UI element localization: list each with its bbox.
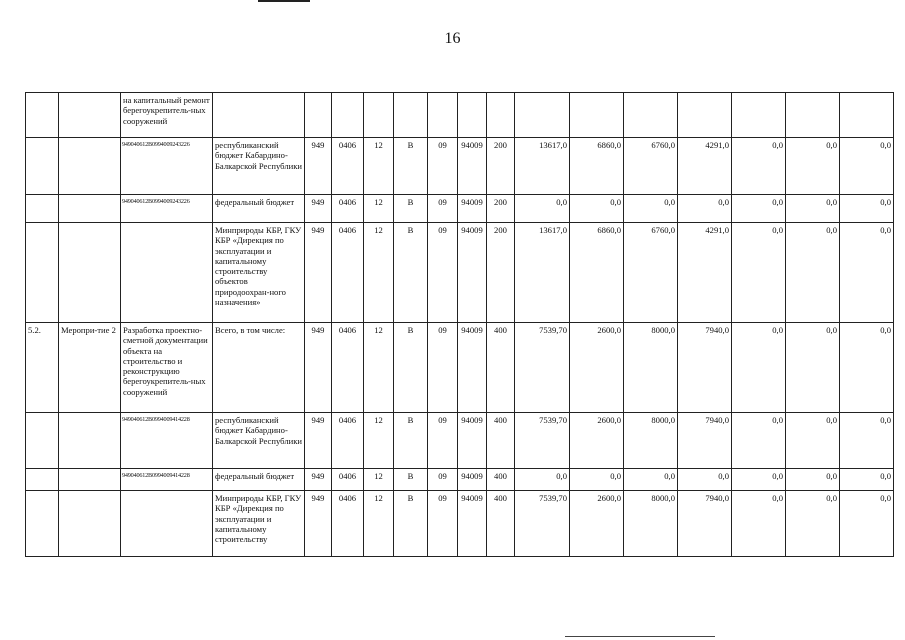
value-year-3: 6760,0 [624,223,678,323]
funding-source-cell [213,138,305,195]
row-description [121,138,213,195]
row-number [26,491,59,557]
funding-source-cell [213,323,305,413]
value-year-4: 4291,0 [678,223,732,323]
funding-source-label: федеральный бюджет [215,471,295,481]
row-description [121,413,213,469]
bottom-rule [565,636,715,637]
code-subprogram: В [394,323,428,413]
value-year-2: 2600,0 [570,491,624,557]
value-year-5: 0,0 [732,138,786,195]
code-rzpr: 0406 [332,413,364,469]
code-program: 12 [364,469,394,491]
value-year-3: 0,0 [624,469,678,491]
code-main-event: 09 [428,195,458,223]
row-description [121,223,213,323]
value-year-2: 0,0 [570,469,624,491]
code-direction: 94009 [458,223,487,323]
code-direction [458,93,487,138]
row-description [121,469,213,491]
code-program: 12 [364,323,394,413]
code-direction: 94009 [458,469,487,491]
row-description [121,491,213,557]
code-vr: 400 [487,413,515,469]
code-rzpr: 0406 [332,195,364,223]
value-year-6 [786,93,840,138]
value-year-6: 0,0 [786,469,840,491]
value-year-5: 0,0 [732,323,786,413]
code-direction: 94009 [458,491,487,557]
code-program: 12 [364,195,394,223]
table-row [26,491,905,557]
code-main-event: 09 [428,138,458,195]
code-rzpr: 0406 [332,323,364,413]
code-rzpr: 0406 [332,491,364,557]
funding-source-cell [213,469,305,491]
funding-source-cell [213,223,305,323]
code-grbs: 949 [305,491,332,557]
value-year-6: 0,0 [786,413,840,469]
value-year-7: 0,0 [840,413,894,469]
code-direction: 94009 [458,323,487,413]
table-row [26,138,905,195]
table-row [26,413,905,469]
value-year-5: 0,0 [732,413,786,469]
row-number [26,223,59,323]
code-vr: 200 [487,223,515,323]
row-kind [59,93,121,138]
code-subprogram: В [394,138,428,195]
code-grbs: 949 [305,138,332,195]
value-year-6: 0,0 [786,323,840,413]
row-kind [59,195,121,223]
budget-code: 949040612В0994009414228 [122,472,190,479]
code-vr [487,93,515,138]
value-year-3: 8000,0 [624,491,678,557]
value-year-6: 0,0 [786,491,840,557]
value-year-6: 0,0 [786,195,840,223]
value-year-6: 0,0 [786,138,840,195]
row-kind [59,413,121,469]
funding-source-label: федеральный бюджет [215,197,295,207]
value-year-2: 6860,0 [570,138,624,195]
code-subprogram: В [394,223,428,323]
row-number [26,93,59,138]
value-year-2: 2600,0 [570,323,624,413]
value-year-1: 7539,70 [515,323,570,413]
value-year-2: 2600,0 [570,413,624,469]
value-year-7: 0,0 [840,323,894,413]
value-year-6: 0,0 [786,223,840,323]
code-vr: 400 [487,323,515,413]
row-kind [59,491,121,557]
code-rzpr: 0406 [332,469,364,491]
code-program: 12 [364,223,394,323]
value-year-2 [570,93,624,138]
budget-code: 949040612В0994009414228 [122,416,190,423]
row-number [26,413,59,469]
budget-table [25,92,905,557]
funding-source-label: Всего, в том числе: [215,325,286,335]
code-grbs: 949 [305,223,332,323]
page-number: 16 [444,30,461,47]
value-year-7: 0,0 [840,491,894,557]
funding-source-label: республиканский бюджет Кабардино-Балкарской Республики [215,415,302,446]
code-rzpr [332,93,364,138]
value-year-3: 0,0 [624,195,678,223]
row-number [26,469,59,491]
top-rule [258,0,310,2]
code-subprogram: В [394,195,428,223]
funding-source-cell [213,195,305,223]
code-rzpr: 0406 [332,138,364,195]
value-year-4: 4291,0 [678,138,732,195]
row-kind [59,223,121,323]
code-vr: 200 [487,195,515,223]
code-vr: 200 [487,138,515,195]
code-program [364,93,394,138]
value-year-4 [678,93,732,138]
value-year-7 [840,93,894,138]
code-subprogram: В [394,413,428,469]
row-kind [59,138,121,195]
code-direction: 94009 [458,195,487,223]
value-year-5: 0,0 [732,491,786,557]
value-year-1: 13617,0 [515,223,570,323]
code-main-event: 09 [428,413,458,469]
row-number: 5.2. [26,323,59,413]
funding-source-label: республиканский бюджет Кабардино-Балкарской Республики [215,140,302,171]
value-year-3: 6760,0 [624,138,678,195]
value-year-5 [732,93,786,138]
code-direction: 94009 [458,413,487,469]
value-year-4: 7940,0 [678,323,732,413]
value-year-1: 0,0 [515,469,570,491]
code-grbs: 949 [305,323,332,413]
code-main-event: 09 [428,223,458,323]
funding-source-cell [213,491,305,557]
row-description: Разработка проектно-сметной документации объекта на строительство и реконструкцию берегоукрепитель-ных сооружений [121,323,213,413]
value-year-5: 0,0 [732,469,786,491]
table-row [26,223,905,323]
value-year-4: 7940,0 [678,413,732,469]
value-year-7: 0,0 [840,223,894,323]
value-year-1: 0,0 [515,195,570,223]
code-grbs: 949 [305,195,332,223]
code-grbs [305,93,332,138]
table-row [26,93,905,138]
value-year-4: 0,0 [678,195,732,223]
row-number [26,138,59,195]
value-year-5: 0,0 [732,195,786,223]
value-year-1: 7539,70 [515,413,570,469]
row-description: на капитальный ремонт берегоукрепитель-ных сооружений [121,93,213,138]
value-year-5: 0,0 [732,223,786,323]
value-year-7: 0,0 [840,138,894,195]
value-year-4: 0,0 [678,469,732,491]
table-row [26,323,905,413]
budget-code: 949040612В0994009243226 [122,198,190,205]
funding-source-label: Минприроды КБР, ГКУ КБР «Дирекция по эксплуатации и капитальному строительству [215,493,302,545]
row-number [26,195,59,223]
code-program: 12 [364,138,394,195]
code-main-event: 09 [428,491,458,557]
budget-code: 949040612В0994009243226 [122,141,190,148]
code-vr: 400 [487,491,515,557]
table-row [26,195,905,223]
value-year-2: 0,0 [570,195,624,223]
row-kind: Меропри-тие 2 [59,323,121,413]
value-year-3: 8000,0 [624,323,678,413]
funding-source-label: Минприроды КБР, ГКУ КБР «Дирекция по эксплуатации и капитальному строительству объектов природоохран-ного назначения» [215,225,302,308]
code-rzpr: 0406 [332,223,364,323]
code-subprogram: В [394,491,428,557]
value-year-1 [515,93,570,138]
value-year-7: 0,0 [840,469,894,491]
value-year-3: 8000,0 [624,413,678,469]
code-program: 12 [364,491,394,557]
code-subprogram: В [394,469,428,491]
value-year-3 [624,93,678,138]
value-year-2: 6860,0 [570,223,624,323]
row-kind [59,469,121,491]
code-main-event [428,93,458,138]
funding-source-cell [213,93,305,138]
code-grbs: 949 [305,413,332,469]
code-subprogram [394,93,428,138]
code-vr: 400 [487,469,515,491]
code-grbs: 949 [305,469,332,491]
code-main-event: 09 [428,323,458,413]
value-year-7: 0,0 [840,195,894,223]
value-year-4: 7940,0 [678,491,732,557]
value-year-1: 13617,0 [515,138,570,195]
value-year-1: 7539,70 [515,491,570,557]
table-row [26,469,905,491]
row-description [121,195,213,223]
code-program: 12 [364,413,394,469]
code-direction: 94009 [458,138,487,195]
code-main-event: 09 [428,469,458,491]
funding-source-cell [213,413,305,469]
